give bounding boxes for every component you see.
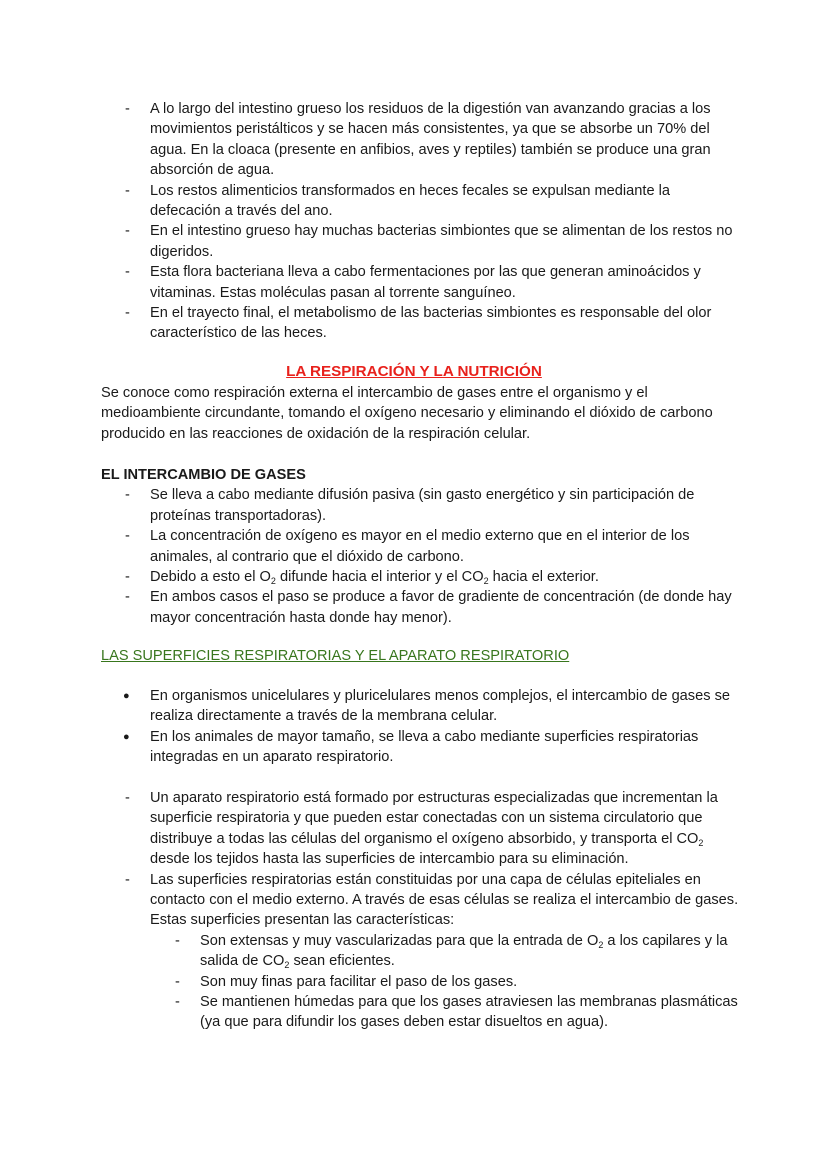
section-title-respiration: LA RESPIRACIÓN Y LA NUTRICIÓN — [286, 363, 542, 380]
text-fragment: desde los tejidos hasta las superficies de intercambio para su eliminación. — [150, 851, 629, 868]
list-item: - En el trayecto final, el metabolismo de las bacterias simbiontes es responsable del olor característico de las heces. — [101, 303, 741, 344]
subscript: 2 — [284, 960, 290, 971]
list-item: - La concentración de oxígeno es mayor en el medio externo que en el interior de los animales, al contrario que el dióxido de carbono. — [101, 526, 741, 567]
list-item: - Son muy finas para facilitar el paso de los gases. — [101, 972, 741, 992]
list-item — [101, 931, 741, 972]
list-item: - En ambos casos el paso se produce a favor de gradiente de concentración (de donde hay mayor concentración hasta donde hay menor). — [101, 587, 741, 628]
gas-exchange-title: EL INTERCAMBIO DE GASES — [101, 467, 306, 483]
respiration-intro-text: Se conoce como respiración externa el intercambio de gases entre el organismo y el medioambiente circundante, tomando el oxígeno necesario y eliminando el dióxido de carbono producido en las reacciones de oxidación de la respiración celular. — [101, 385, 713, 442]
subscript: 2 — [598, 939, 604, 950]
text-fragment: Un aparato respiratorio está formado por estructuras especializadas que incrementan la superficie respiratoria y que pueden estar conectadas con un sistema circulatorio que distribuye a todas las células del organismo el oxígeno absorbido, y transporta el CO — [150, 790, 718, 847]
list-item: - Esta flora bacteriana lleva a cabo fermentaciones por las que generan aminoácidos y vitaminas. Estas moléculas pasan al torrente sanguíneo. — [101, 262, 741, 303]
list-item — [101, 567, 741, 587]
surfaces-section — [101, 646, 741, 666]
text-fragment: Debido a esto el O — [150, 569, 271, 586]
list-item: - Se mantienen húmedas para que los gases atraviesen las membranas plasmáticas (ya que para difundir los gases deben estar disueltos en agua). — [101, 992, 741, 1033]
text-fragment: hacia el exterior. — [488, 569, 599, 586]
respiration-intro — [101, 383, 741, 444]
list-item: - Se lleva a cabo mediante difusión pasiva (sin gasto energético y sin participación de proteínas transportadoras). — [101, 485, 741, 526]
intestine-list — [101, 99, 741, 344]
list-item: ● En los animales de mayor tamaño, se lleva a cabo mediante superficies respiratorias integradas en un aparato respiratorio. — [101, 727, 741, 768]
surfaces-bullets-block — [101, 686, 741, 768]
text-fragment: a los capilares y la salida de CO — [200, 932, 728, 970]
gas-exchange-section — [101, 465, 741, 628]
text-fragment: sean eficientes. — [289, 953, 395, 970]
list-item: ● En organismos unicelulares y pluricelulares menos complejos, el intercambio de gases se realiza directamente a través de la membrana celular. — [101, 686, 741, 727]
subscript: 2 — [483, 576, 489, 587]
subscript: 2 — [698, 837, 704, 848]
surfaces-title: LAS SUPERFICIES RESPIRATORIAS Y EL APARATO RESPIRATORIO — [101, 648, 570, 664]
list-item — [101, 870, 741, 1033]
surfaces-bullets — [101, 686, 741, 768]
text-fragment: Las superficies respiratorias están constituidas por una capa de células epiteliales en contacto con el medio externo. A través de esas células se realiza el intercambio de gases. Estas superficies presentan las características: — [150, 871, 739, 929]
characteristics-list — [101, 931, 741, 1033]
list-item: - A lo largo del intestino grueso los residuos de la digestión van avanzando gracias a los movimientos peristálticos y se hacen más consistentes, ya que se absorbe un 70% del agua. En la cloaca (presente en anfibios, aves y reptiles) también se produce una gran absorción de agua. — [101, 99, 741, 181]
text-fragment: Son extensas y muy vascularizadas para que la entrada de O — [200, 932, 599, 949]
list-item: - Los restos alimenticios transformados en heces fecales se expulsan mediante la defecación a través del ano. — [101, 181, 741, 222]
gas-exchange-list — [101, 485, 741, 628]
surfaces-details — [101, 788, 741, 1033]
text-fragment: difunde hacia el interior y el CO — [275, 569, 484, 586]
list-item: - En el intestino grueso hay muchas bacterias simbiontes que se alimentan de los restos no digeridos. — [101, 221, 741, 262]
intestine-section — [101, 99, 741, 344]
subscript: 2 — [270, 576, 276, 587]
list-item — [101, 788, 741, 870]
surfaces-list — [101, 788, 741, 1033]
